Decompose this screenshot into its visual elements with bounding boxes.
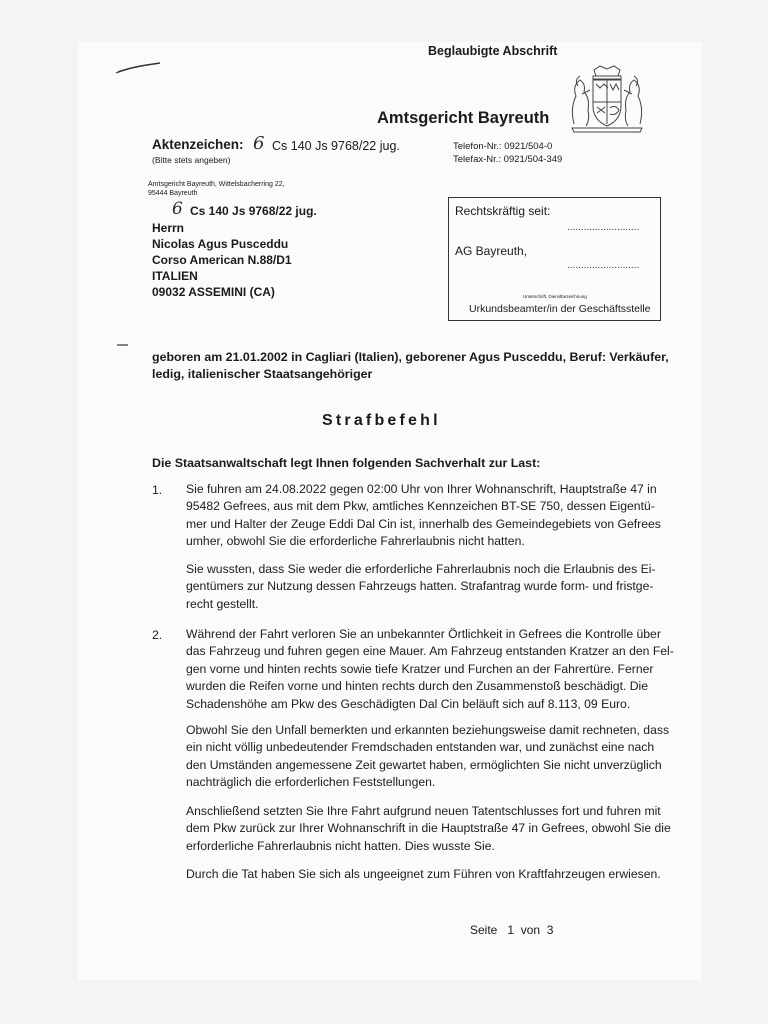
item-number: 1. xyxy=(152,483,163,497)
sender-line-1: Amtsgericht Bayreuth, Wittelsbacherring 22, xyxy=(148,181,285,188)
date-dots: .......................... xyxy=(567,222,640,233)
page-number: Seite 1 von 3 xyxy=(470,923,554,937)
court-place-label: AG Bayreuth, xyxy=(455,244,528,258)
item-1-paragraph-2: Sie wussten, dass Sie weder die erforderliche Fahrerlaubnis noch die Erlaubnis des Ei- gentümers zur Nutzung dessen Fahrzeugs hatten. Strafantrag wurde form- und fristge- recht gestellt. xyxy=(186,562,656,611)
clerk-label: Urkundsbeamter/in der Geschäftsstelle xyxy=(469,303,651,315)
recipient-salutation: Herrn xyxy=(152,221,185,235)
person-details-line-1: geboren am 21.01.2002 in Cagliari (Italien), geborener Agus Pusceddu, Beruf: Verkäufer, xyxy=(152,350,669,364)
item-2-paragraph-2: Obwohl Sie den Unfall bemerkten und erkannten beziehungsweise damit rechneten, dass ein nicht völlig unbedeutender Fremdschaden entstanden war, und zunächst eine nach den Umständen angemessene Zeit gewartet haben, ermöglichten Sie nicht unverzüglich nachträglich die erforderlichen Feststellungen. xyxy=(186,723,670,790)
court-name: Amtsgericht Bayreuth xyxy=(377,109,550,127)
case-prefix-handwritten: 6 xyxy=(253,133,265,154)
item-2-paragraph-1: Während der Fahrt verloren Sie an unbekannter Örtlichkeit in Gefrees die Kontrolle über das Fahrzeug und fuhren gegen eine Mauer. Am Fahrzeug entstanden Kratzer an den Fel- gen vorne und hinten rechts sowie tiefe Kratzer und Furchen an der Fahrertüre. Ferner wurden die Reifen vorne und hinten rechts durch den Zusammenstoß beschädigt. Die Schadenshöhe am Pkw des Geschädigten Dal Cin beläuft sich auf 8.113, 09 Euro. xyxy=(186,627,674,711)
signature-caption: Unterschrift, Dienstbezeichnung xyxy=(523,294,587,299)
item-1-paragraph-1: Sie fuhren am 24.08.2022 gegen 02:00 Uhr von Ihrer Wohnanschrift, Hauptstraße 47 in 95482 Gefrees, aus mit dem Pkw, amtliches Kennzeichen BT-SE 750, dessen Eigentü- mer und Halter der Zeuge Eddi Dal Cin ist, innerhalb des Gemeindegebiets von Gefrees umher, obwohl Sie die erforderliche Fahrerlaubnis nicht hatten. xyxy=(186,482,661,549)
person-details-line-2: ledig, italienischer Staatsangehöriger xyxy=(152,367,373,381)
certified-copy-label: Beglaubigte Abschrift xyxy=(428,44,558,58)
recipient-case-number: Cs 140 Js 9768/22 jug. xyxy=(190,204,317,218)
recipient-city: 09032 ASSEMINI (CA) xyxy=(152,285,275,299)
recipient-case-prefix-handwritten: 6 xyxy=(172,199,183,219)
case-number: Cs 140 Js 9768/22 jug. xyxy=(272,139,400,153)
recipient-name: Nicolas Agus Pusceddu xyxy=(152,237,289,251)
pen-mark xyxy=(112,58,164,78)
phone-number: Telefon-Nr.: 0921/504-0 xyxy=(453,141,553,152)
case-label: Aktenzeichen: xyxy=(152,137,244,152)
margin-mark xyxy=(116,342,130,348)
recipient-street: Corso American N.88/D1 xyxy=(152,253,292,267)
legal-force-label: Rechtskräftig seit: xyxy=(455,204,551,218)
item-number: 2. xyxy=(152,628,163,642)
fax-number: Telefax-Nr.: 0921/504-349 xyxy=(453,154,563,165)
document-title: Strafbefehl xyxy=(322,412,441,429)
place-dots: .......................... xyxy=(567,260,640,271)
charges-intro: Die Staatsanwaltschaft legt Ihnen folgenden Sachverhalt zur Last: xyxy=(152,456,541,470)
item-2-paragraph-3: Anschließend setzten Sie Ihre Fahrt aufgrund neuen Tatentschlusses fort und fuhren mit dem Pkw zurück zur Ihrer Wohnanschrift in die Hauptstraße 47 in Gefrees, obwohl Sie die erforderliche Fahrerlaubnis nicht hatten. Dies wusste Sie. xyxy=(186,804,671,853)
legal-force-stamp-box xyxy=(448,197,661,321)
coat-of-arms-icon xyxy=(566,64,648,134)
recipient-country: ITALIEN xyxy=(152,269,198,283)
item-2-paragraph-4: Durch die Tat haben Sie sich als ungeeignet zum Führen von Kraftfahrzeugen erwiesen. xyxy=(186,867,661,881)
sender-line-2: 95444 Bayreuth xyxy=(148,190,198,197)
case-hint: (Bitte stets angeben) xyxy=(152,155,231,165)
